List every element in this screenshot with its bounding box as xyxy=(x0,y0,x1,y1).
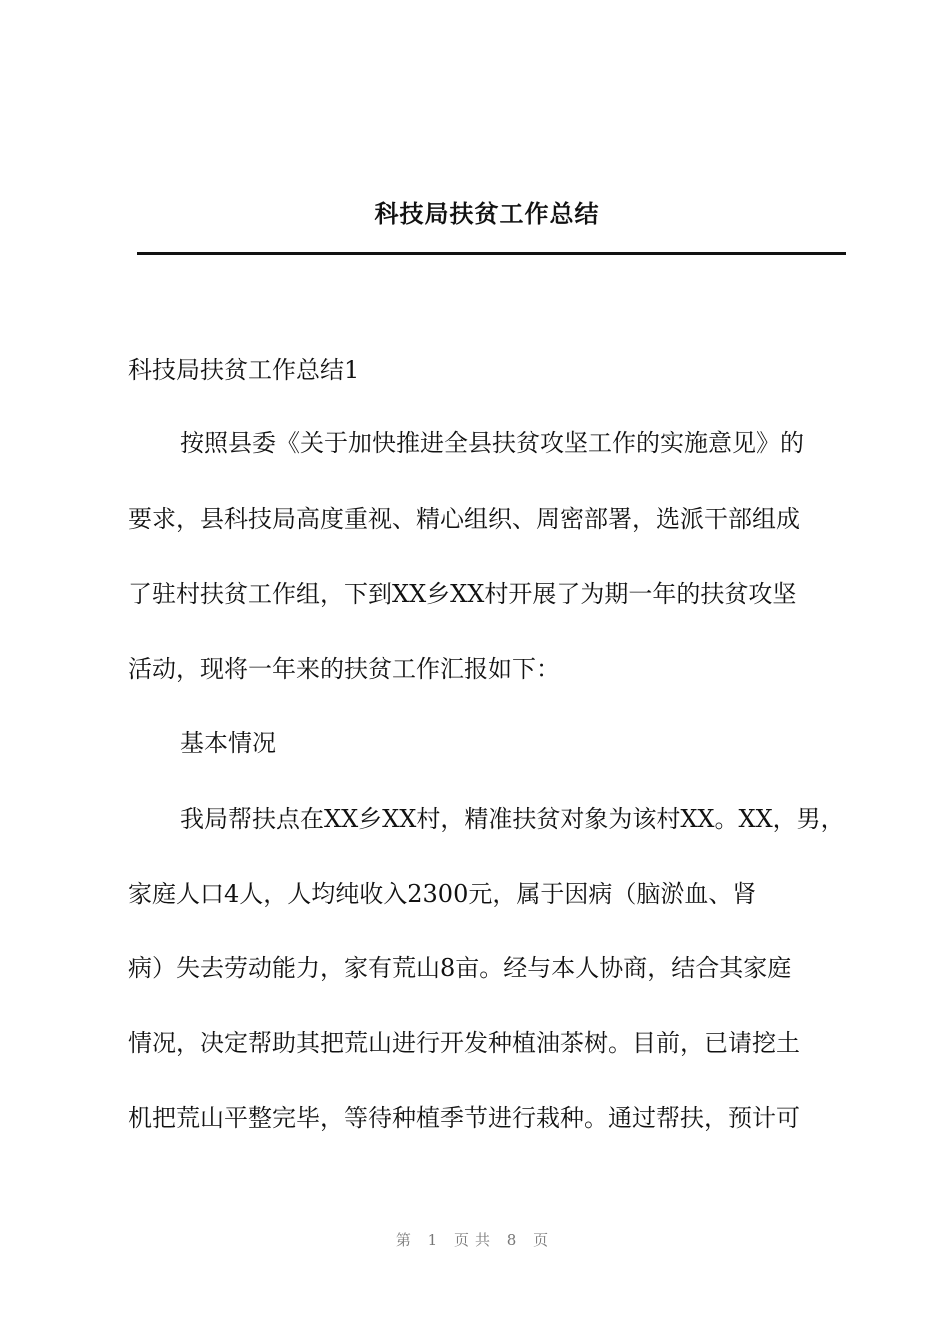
body-line-1: 按照县委《关于加快推进全县扶贫攻坚工作的实施意见》的 xyxy=(180,429,804,457)
subheading-basic-situation: 基本情况 xyxy=(180,729,276,757)
body-line-10: 机把荒山平整完毕，等待种植季节进行栽种。通过帮扶，预计可 xyxy=(128,1104,800,1132)
title-underline xyxy=(137,252,846,255)
body-line-2: 要求，县科技局高度重视、精心组织、周密部署，选派干部组成 xyxy=(128,505,800,533)
body-line-7: 家庭人口4人，人均纯收入2300元，属于因病（脑淤血、肾 xyxy=(128,880,757,908)
body-line-8: 病）失去劳动能力，家有荒山8亩。经与本人协商，结合其家庭 xyxy=(128,954,792,982)
section-heading: 科技局扶贫工作总结1 xyxy=(128,356,360,384)
body-line-4: 活动，现将一年来的扶贫工作汇报如下： xyxy=(128,655,560,683)
page-number-footer: 第 1 页共 8 页 xyxy=(395,1231,555,1249)
body-line-9: 情况，决定帮助其把荒山进行开发种植油茶树。目前，已请挖土 xyxy=(128,1029,800,1057)
document-title: 科技局扶贫工作总结 xyxy=(374,200,600,228)
body-line-6: 我局帮扶点在XX乡XX村，精准扶贫对象为该村XX。XX，男， xyxy=(180,805,845,833)
body-line-3: 了驻村扶贫工作组，下到XX乡XX村开展了为期一年的扶贫攻坚 xyxy=(128,580,797,608)
